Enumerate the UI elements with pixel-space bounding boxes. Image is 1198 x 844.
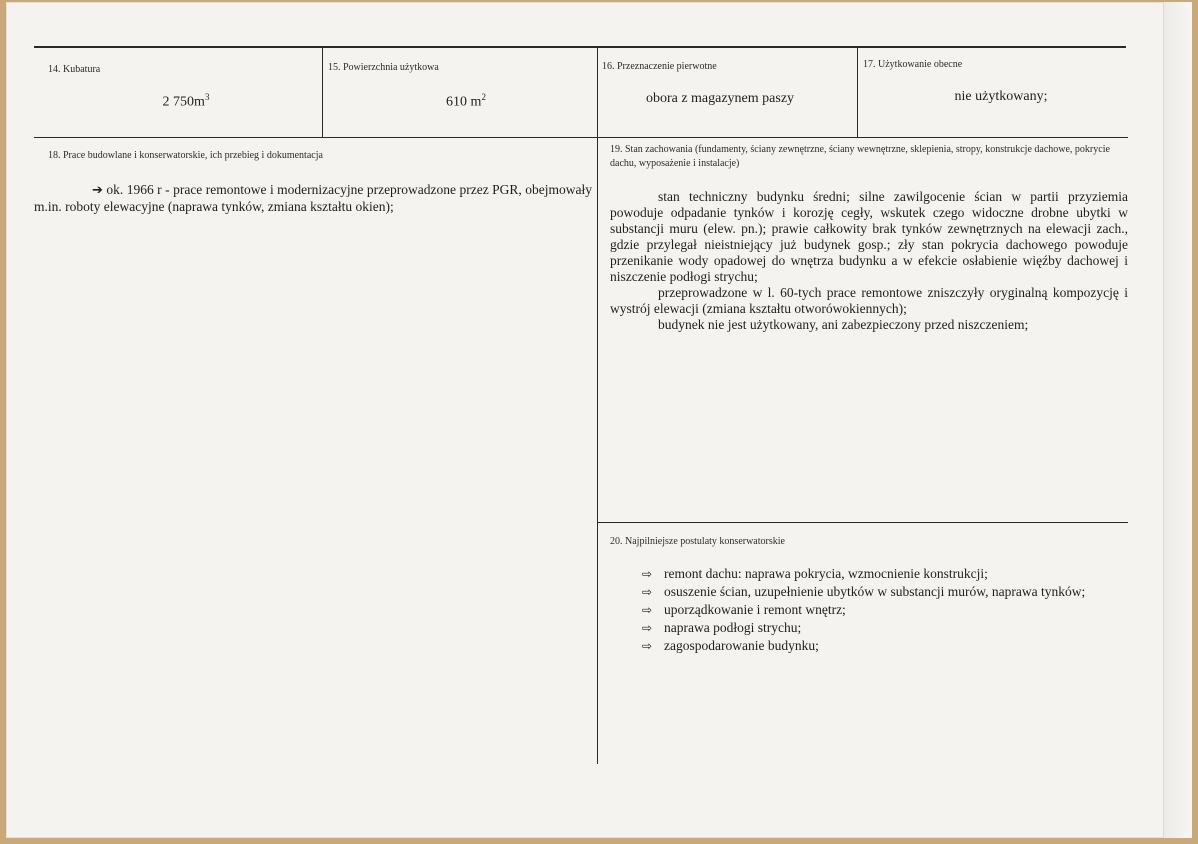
- postulat-text: naprawa podłogi strychu;: [664, 620, 802, 635]
- prace-text: ok. 1966 r - prace remontowe i modernizacyjne przeprowadzone przez PGR, obejmowały m.in. roboty elewacyjne (naprawa tynków, zmiana kształtu okien);: [34, 182, 593, 214]
- mid-rule: [34, 137, 1128, 138]
- powierzchnia-label: 15. Powierzchnia użytkowa: [328, 62, 439, 73]
- list-item: [642, 583, 1085, 601]
- kubatura-value: [126, 92, 246, 111]
- postulaty-list: [642, 565, 1085, 655]
- hollow-arrow-icon: ⇨: [642, 621, 653, 635]
- prace-label: 18. Prace budowlane i konserwatorskie, ich przebieg i dokumentacja: [48, 150, 323, 161]
- postulaty-rule: [598, 522, 1128, 523]
- top-rule: [34, 46, 1126, 48]
- hollow-arrow-icon: ⇨: [642, 567, 653, 581]
- przeznaczenie-label: 16. Przeznaczenie pierwotne: [602, 61, 717, 72]
- hollow-arrow-icon: ⇨: [642, 585, 653, 599]
- stan-paragraph-1: stan techniczny budynku średni; silne zawilgocenie ścian w partii przyziemia powoduje odpadanie tynków i korozję cegły, wskutek czego widoczne drobne ubytki w substancji muru (elew. pn.); prawie całkowity brak tynków zewnętrznych na elewacji zach., gdzie przylegał nieistniejący już budynek gosp.; zły stan pokrycia dachowego powoduje przenikanie wody opadowej do wnętrza budynku a w efekcie osłabienie więźby dachowej i niszczenie podłogi strychu;: [610, 189, 1128, 284]
- divider-16-17: [857, 48, 858, 137]
- list-item: [642, 601, 1085, 619]
- list-item: [642, 637, 1085, 655]
- prace-text-block: [34, 182, 592, 215]
- powierzchnia-unit-exponent: 2: [481, 92, 486, 102]
- postulaty-label: 20. Najpilniejsze postulaty konserwatorskie: [610, 536, 785, 547]
- document-page: [6, 2, 1192, 838]
- hollow-arrow-icon: ⇨: [642, 603, 653, 617]
- uzytkowanie-label: 17. Użytkowanie obecne: [863, 59, 963, 70]
- divider-14-15: [322, 48, 323, 137]
- uzytkowanie-value: nie użytkowany;: [954, 89, 1048, 104]
- kubatura-label: 14. Kubatura: [48, 64, 101, 75]
- przeznaczenie-value: obora z magazynem paszy: [645, 91, 795, 106]
- stan-label: 19. Stan zachowania (fundamenty, ściany zewnętrzne, ściany wewnętrzne, sklepienia, stropy, konstrukcje dachowe, pokrycie dachu, wyposażenie i instalacje): [610, 144, 1110, 169]
- list-item: [642, 619, 1085, 637]
- kubatura-unit-exponent: 3: [204, 92, 210, 102]
- postulat-text: remont dachu: naprawa pokrycia, wzmocnienie konstrukcji;: [664, 566, 988, 581]
- postulat-text: osuszenie ścian, uzupełnienie ubytków w substancji murów, naprawa tynków;: [664, 584, 1086, 599]
- page-fold: [1163, 2, 1192, 838]
- powierzchnia-number: 610 m: [446, 94, 482, 110]
- postulat-text: zagospodarowanie budynku;: [664, 638, 819, 653]
- stan-paragraph-2: przeprowadzone w l. 60-tych prace remontowe zniszczyły oryginalną kompozycję i wystrój elewacji (zmiana kształtu otworówokiennych);: [610, 285, 1128, 316]
- postulat-text: uporządkowanie i remont wnętrz;: [664, 602, 846, 617]
- powierzchnia-value: [406, 92, 526, 111]
- arrow-right-icon: ➔: [92, 183, 103, 198]
- hollow-arrow-icon: ⇨: [642, 639, 653, 653]
- kubatura-number: 2 750m: [162, 94, 205, 110]
- main-vertical-divider: [597, 48, 598, 764]
- stan-paragraph-3: budynek nie jest użytkowany, ani zabezpieczony przed niszczeniem;: [658, 317, 1029, 332]
- list-item: [642, 565, 1085, 583]
- stan-text-block: [610, 189, 1128, 333]
- prace-paragraph: [34, 182, 592, 215]
